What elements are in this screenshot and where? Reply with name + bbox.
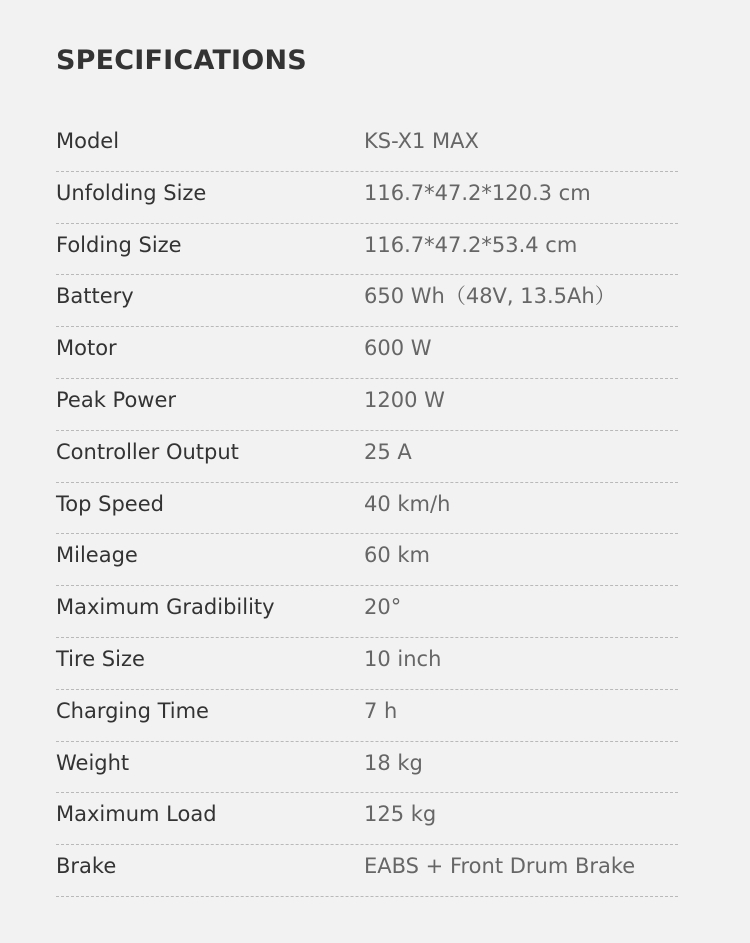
spec-label: Mileage [56, 543, 138, 568]
spec-row-peak-power [56, 379, 678, 431]
spec-row-tire-size [56, 638, 678, 690]
spec-row-battery [56, 275, 678, 327]
spec-value: 650 Wh（48V, 13.5Ah） [364, 284, 616, 309]
spec-row-brake [56, 845, 678, 897]
spec-row-motor [56, 327, 678, 379]
spec-row-charging-time [56, 690, 678, 742]
spec-row-maximum-gradibility [56, 586, 678, 638]
spec-label: Battery [56, 284, 134, 309]
spec-label: Model [56, 129, 120, 153]
spec-label: Top Speed [56, 491, 164, 516]
spec-label: Tire Size [56, 646, 145, 671]
spec-label: Maximum Gradibility [56, 595, 275, 620]
page-title: SPECIFICATIONS [56, 45, 307, 76]
spec-row-folding-size [56, 224, 678, 276]
spec-value: 40 km/h [364, 491, 451, 516]
spec-row-model [56, 120, 678, 172]
spec-value: 116.7*47.2*120.3 cm [364, 180, 591, 205]
spec-value: 116.7*47.2*53.4 cm [364, 232, 578, 257]
spec-label: Maximum Load [56, 802, 217, 827]
spec-value: 600 W [364, 336, 432, 361]
spec-label: Folding Size [56, 232, 182, 257]
spec-label: Peak Power [56, 387, 177, 412]
spec-value: 125 kg [364, 802, 437, 827]
spec-value: EABS + Front Drum Brake [364, 854, 636, 879]
spec-value: 7 h [364, 698, 398, 723]
spec-label: Controller Output [56, 439, 239, 464]
spec-row-mileage [56, 534, 678, 586]
spec-value: 25 A [364, 439, 412, 464]
spec-label: Brake [56, 854, 117, 879]
spec-label: Motor [56, 336, 117, 361]
spec-label: Charging Time [56, 698, 209, 723]
spec-row-controller-output [56, 431, 678, 483]
spec-value: 20° [364, 595, 402, 620]
spec-row-maximum-load [56, 793, 678, 845]
spec-value: 60 km [364, 543, 431, 568]
spec-label: Weight [56, 750, 130, 775]
spec-value: KS-X1 MAX [364, 129, 479, 153]
spec-label: Unfolding Size [56, 180, 207, 205]
spec-value: 18 kg [364, 750, 423, 775]
spec-row-unfolding-size [56, 172, 678, 224]
specifications-table [56, 120, 678, 897]
spec-value: 10 inch [364, 646, 442, 671]
spec-value: 1200 W [364, 387, 445, 412]
spec-row-weight [56, 742, 678, 794]
spec-row-top-speed [56, 483, 678, 535]
